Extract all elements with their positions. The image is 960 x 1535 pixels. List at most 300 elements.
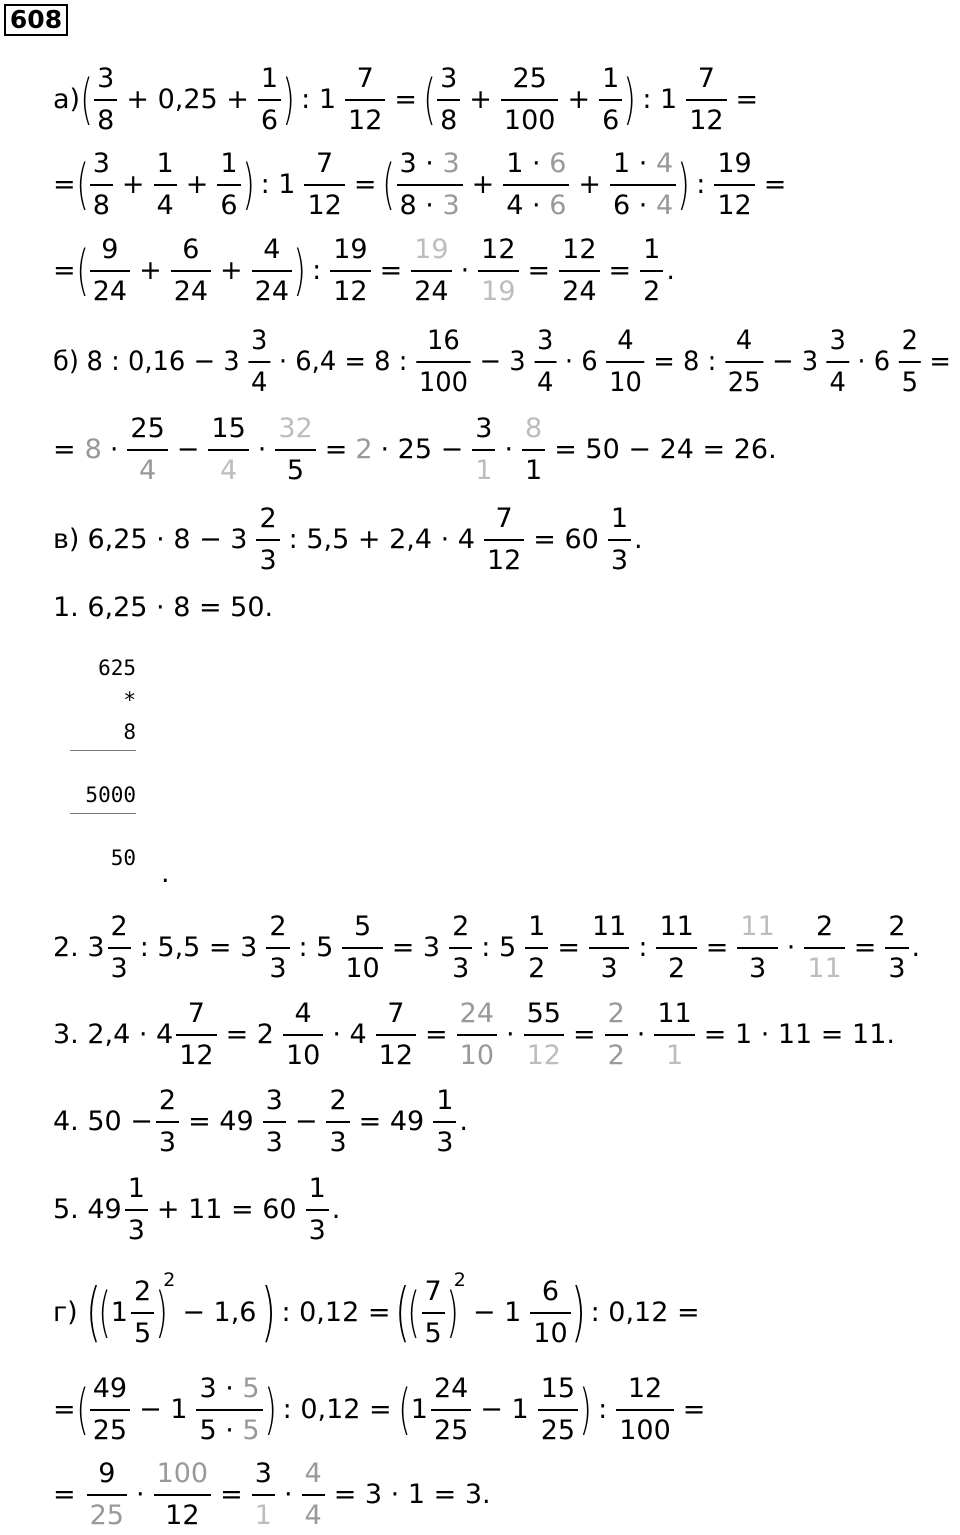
denominator: 1: [665, 1040, 684, 1071]
numerator: 1: [220, 148, 238, 179]
denominator: 12: [526, 1040, 561, 1071]
numerator: 9: [101, 234, 119, 265]
expression: = 3 · 1 = 3.: [333, 1479, 491, 1510]
denominator: 4: [138, 455, 157, 486]
fraction: [345, 59, 385, 141]
period: .: [666, 255, 675, 286]
numerator: 7: [387, 998, 405, 1029]
expression: = 3: [391, 932, 441, 963]
operator: +: [578, 169, 602, 200]
part-c-step-4: [52, 1082, 469, 1162]
denominator: 5: [424, 1318, 442, 1349]
operator: =: [929, 346, 951, 377]
denominator: 2: [528, 953, 546, 984]
fraction: [154, 144, 177, 226]
exponent: 2: [453, 1269, 466, 1291]
numerator: 4: [735, 325, 753, 356]
numerator: 24: [459, 998, 495, 1029]
paren-open: (: [407, 1281, 421, 1344]
numerator: 2: [269, 911, 287, 942]
denominator: 25: [89, 1500, 124, 1531]
numerator: 4: [294, 998, 312, 1029]
paren-open: (: [85, 1276, 101, 1350]
fraction: [534, 321, 556, 403]
denominator: 5: [286, 455, 305, 486]
operator: ·: [257, 434, 267, 465]
expression: : 5: [481, 932, 517, 963]
fraction: [156, 1081, 179, 1163]
denominator: 10: [345, 953, 380, 984]
denominator: 4: [251, 367, 268, 398]
numerator: 19: [414, 234, 449, 265]
operator: : 1: [260, 169, 296, 200]
operator: =: [324, 434, 348, 465]
fraction: [108, 907, 131, 989]
fraction: [640, 230, 663, 312]
denominator: 12: [307, 190, 342, 221]
denominator: 5: [901, 367, 918, 398]
numerator: 3: [475, 413, 493, 444]
fraction: [208, 409, 248, 491]
period: .: [331, 1194, 341, 1225]
fraction: [599, 59, 622, 141]
denominator: 3: [259, 545, 277, 576]
expression: − 1,6: [182, 1297, 257, 1328]
part-c-step-2: [52, 908, 921, 988]
fraction: [252, 230, 292, 312]
expression: 5. 49: [53, 1194, 122, 1225]
fraction: [725, 321, 763, 403]
numerator: 11: [657, 998, 692, 1029]
denominator: 10: [533, 1318, 568, 1349]
fraction: [397, 144, 463, 226]
denominator: 3: [610, 545, 629, 576]
part-d-line-1: [52, 1268, 707, 1358]
paren-close: ): [623, 68, 637, 131]
operator: =: [705, 932, 729, 963]
operator: +: [567, 84, 591, 115]
paren-close: ): [677, 153, 691, 216]
expression: : 0,12 =: [282, 1394, 392, 1425]
denominator: 12: [165, 1500, 200, 1531]
operator: =: [853, 932, 877, 963]
numerator: 1: [602, 63, 620, 94]
fraction: [714, 144, 754, 226]
part-a-line-2: [52, 145, 793, 225]
numerator: 24: [433, 1373, 469, 1404]
fraction: [283, 994, 323, 1076]
part-a-line-3: [52, 231, 676, 311]
fraction: [522, 409, 545, 491]
denominator: 3: [308, 1215, 326, 1246]
fraction: [885, 907, 908, 989]
paren-close: ): [293, 239, 306, 302]
numerator: 1: [260, 63, 279, 94]
expression: − 3: [771, 346, 819, 377]
paren-close: ): [155, 1281, 169, 1344]
paren-close: ): [261, 1276, 277, 1350]
numerator: 12: [562, 234, 597, 265]
whole-part: 1: [110, 1297, 128, 1328]
numerator: 19: [333, 234, 368, 265]
fraction: [433, 1081, 456, 1163]
numerator: 7: [316, 148, 334, 179]
period: .: [911, 932, 921, 963]
fraction: [530, 1272, 570, 1354]
part-d-line-2: [52, 1370, 712, 1450]
fraction: [90, 144, 113, 226]
result: 50: [110, 846, 136, 870]
numerator: 25: [130, 413, 165, 444]
fraction: [656, 907, 696, 989]
operator: + 0,25 +: [126, 84, 249, 115]
numerator: 3: [97, 63, 115, 94]
numerator: 4: [263, 234, 281, 265]
denominator: 10: [609, 367, 642, 398]
numerator: 1 · 4: [613, 148, 674, 179]
denominator: 3: [436, 1127, 454, 1158]
numerator: 2: [901, 325, 918, 356]
denominator: 1: [475, 455, 493, 486]
multiplier: 8: [123, 720, 136, 744]
fraction: [610, 144, 676, 226]
part-c-step-3: [52, 995, 902, 1075]
operator: =: [682, 1394, 706, 1425]
fraction: [416, 321, 471, 403]
paren-close: ): [579, 1378, 592, 1441]
numerator: 2: [110, 911, 128, 942]
denominator: 8: [440, 105, 458, 136]
numerator: 7: [495, 503, 513, 534]
denominator: 12: [717, 190, 752, 221]
operator: =: [53, 1394, 76, 1425]
denominator: 5: [133, 1318, 152, 1349]
expression: · 6: [857, 346, 891, 377]
numerator: 16: [427, 325, 460, 356]
operator: ·: [504, 434, 514, 465]
expression: − 3: [479, 346, 526, 377]
expression: − 1: [480, 1394, 529, 1425]
operator: +: [471, 169, 495, 200]
operator: +: [121, 169, 145, 200]
fraction: [90, 1369, 130, 1451]
paren-open: (: [75, 239, 89, 302]
expression: · 6: [564, 346, 598, 377]
exponent: 2: [163, 1269, 176, 1291]
numerator: 19: [717, 148, 752, 179]
paren-close: ): [445, 1281, 459, 1344]
problem-number-badge: 608: [4, 4, 68, 36]
fraction: [501, 59, 559, 141]
whole-part: 1: [410, 1394, 428, 1425]
denominator: 12: [486, 545, 522, 576]
part-c-step-5: [52, 1170, 341, 1250]
denominator: 24: [254, 276, 290, 307]
paren-open: (: [97, 1281, 111, 1344]
paren-close: ): [241, 153, 255, 216]
operator: =: [763, 169, 787, 200]
denominator: 3: [888, 953, 906, 984]
operator: ·: [109, 434, 119, 465]
operator: :: [696, 169, 706, 200]
operator: −: [176, 434, 200, 465]
denominator: 6: [602, 105, 620, 136]
fraction: [431, 1369, 471, 1451]
numerator: 7: [424, 1276, 442, 1307]
fraction: [804, 907, 844, 989]
numerator: 2: [158, 1085, 177, 1116]
fraction: [827, 321, 849, 403]
denominator: 12: [348, 105, 383, 136]
denominator: 12: [378, 1040, 414, 1071]
fraction: [478, 230, 518, 312]
expression: = 2: [225, 1019, 274, 1050]
denominator: 6: [220, 190, 238, 221]
numerator: 32: [278, 413, 313, 444]
numerator: 2: [452, 911, 470, 942]
operator: :: [638, 932, 648, 963]
operator: =: [527, 255, 551, 286]
fraction: [606, 321, 644, 403]
expression: · 4: [332, 1019, 367, 1050]
fraction: [484, 499, 524, 581]
paren-open: (: [382, 153, 396, 216]
expression: = 49: [188, 1106, 254, 1137]
denominator: 24: [92, 276, 128, 307]
fraction: [90, 230, 130, 312]
cancelled-value: 2: [355, 434, 373, 465]
denominator: 12: [333, 276, 368, 307]
fraction: [449, 907, 472, 989]
part-d-line-3: [52, 1455, 498, 1535]
operator: =: [394, 84, 417, 115]
denominator: 10: [459, 1040, 495, 1071]
operator: =: [353, 169, 377, 200]
operator: +: [185, 169, 209, 200]
numerator: 12: [627, 1373, 663, 1404]
expression: − 1: [139, 1394, 188, 1425]
denominator: 12: [689, 105, 724, 136]
fraction: [608, 499, 631, 581]
period: .: [161, 858, 170, 889]
fraction: [422, 1272, 445, 1354]
denominator: 3: [329, 1127, 347, 1158]
denominator: 19: [481, 276, 516, 307]
fraction: [524, 994, 564, 1076]
fraction: [302, 1454, 325, 1535]
numerator: 3: [440, 63, 458, 94]
numerator: 4: [304, 1458, 322, 1489]
expression: : 5,5 = 3: [139, 932, 258, 963]
product: 5000: [85, 783, 136, 807]
fraction: [342, 907, 382, 989]
fraction: [252, 1454, 275, 1535]
fraction: [330, 230, 370, 312]
paren-close: ): [282, 68, 295, 131]
fraction: [176, 994, 216, 1076]
fraction: [217, 144, 240, 226]
denominator: 3: [158, 1127, 177, 1158]
operator: ·: [460, 255, 470, 286]
operator: : 1: [642, 84, 678, 115]
expression: 8 : 0,16 − 3: [86, 346, 240, 377]
denominator: 100: [418, 367, 469, 398]
denominator: 2: [607, 1040, 625, 1071]
numerator: 3 · 3: [399, 148, 460, 179]
operator: =: [557, 932, 580, 963]
fraction: [559, 230, 599, 312]
fraction: [737, 907, 777, 989]
fraction: [616, 1369, 674, 1451]
expression: + 11 = 60: [156, 1194, 297, 1225]
numerator: 11: [591, 911, 627, 942]
fraction: [376, 994, 416, 1076]
fraction: [472, 409, 495, 491]
fraction: [899, 321, 921, 403]
fraction: [256, 499, 279, 581]
denominator: 11: [807, 953, 842, 984]
part-b-label: б): [52, 346, 79, 377]
numerator: 7: [187, 998, 205, 1029]
period: .: [459, 1106, 468, 1137]
divider-line: [70, 813, 136, 814]
numerator: 100: [156, 1458, 209, 1489]
numerator: 2: [815, 911, 834, 942]
numerator: 5: [353, 911, 372, 942]
expression: − 1: [472, 1297, 522, 1328]
expression: 6,25 · 8 − 3: [87, 524, 248, 555]
expression: · 25 −: [380, 434, 464, 465]
denominator: 5 · 5: [199, 1415, 260, 1446]
operator: +: [220, 255, 243, 286]
part-d-label: г): [53, 1297, 78, 1328]
numerator: 1: [610, 503, 629, 534]
numerator: 8: [525, 413, 543, 444]
numerator: 3: [251, 325, 268, 356]
operator: +: [139, 255, 162, 286]
part-a-label: а): [53, 84, 81, 115]
operator: :: [312, 255, 322, 286]
denominator: 24: [562, 276, 597, 307]
fraction: [258, 59, 281, 141]
fraction: [94, 59, 117, 141]
fraction: [266, 907, 289, 989]
part-b-line-1: [52, 322, 958, 402]
fraction: [589, 907, 629, 989]
fraction: [125, 1169, 148, 1251]
denominator: 8: [97, 105, 115, 136]
fraction: [196, 1369, 262, 1451]
operator: +: [469, 84, 492, 115]
part-c-line-1: [52, 500, 644, 580]
expression: = 50 − 24 = 26.: [554, 434, 777, 465]
numerator: 11: [740, 911, 775, 942]
numerator: 3: [265, 1085, 283, 1116]
denominator: 3: [127, 1215, 145, 1246]
numerator: 4: [617, 325, 634, 356]
denominator: 24: [414, 276, 449, 307]
numerator: 25: [512, 63, 547, 94]
expression: : 0,12 =: [281, 1297, 391, 1328]
denominator: 24: [173, 276, 209, 307]
fraction: [525, 907, 548, 989]
denominator: 8 · 3: [399, 190, 460, 221]
period: .: [634, 524, 643, 555]
operator: ·: [786, 932, 796, 963]
fraction: [131, 1272, 154, 1354]
denominator: 100: [503, 105, 556, 136]
operator: ·: [135, 1479, 145, 1510]
operator: =: [735, 84, 759, 115]
fraction: [538, 1369, 578, 1451]
denominator: 3: [749, 953, 767, 984]
numerator: 2: [329, 1085, 347, 1116]
denominator: 3: [265, 1127, 283, 1158]
denominator: 25: [540, 1415, 576, 1446]
denominator: 2: [643, 276, 661, 307]
denominator: 25: [92, 1415, 128, 1446]
paren-close: ): [570, 1276, 586, 1350]
expression: 2. 3: [53, 932, 105, 963]
numerator: 15: [540, 1373, 576, 1404]
fraction: [275, 409, 315, 491]
numerator: 3: [537, 325, 554, 356]
numerator: 7: [697, 63, 715, 94]
paren-open: (: [395, 1276, 411, 1350]
fraction: [326, 1081, 349, 1163]
denominator: 100: [619, 1415, 671, 1446]
numerator: 2: [888, 911, 906, 942]
numerator: 1 · 6: [506, 148, 567, 179]
paren-close: ): [263, 1378, 277, 1441]
denominator: 6 · 4: [613, 190, 674, 221]
operator: =: [379, 255, 403, 286]
numerator: 3 · 5: [199, 1373, 260, 1404]
operator: :: [598, 1394, 608, 1425]
paren-open: (: [75, 1378, 89, 1441]
operator: =: [53, 1479, 76, 1510]
fraction: [127, 409, 167, 491]
fraction: [248, 321, 270, 403]
paren-open: (: [397, 1378, 411, 1441]
denominator: 4: [304, 1500, 322, 1531]
fraction: [686, 59, 726, 141]
cancelled-value: 8: [84, 434, 102, 465]
expression: : 0,12 =: [590, 1297, 700, 1328]
numerator: 3: [254, 1458, 272, 1489]
expression: = 1 · 11 = 11.: [703, 1019, 895, 1050]
fraction: [457, 994, 497, 1076]
part-c-label: в): [53, 524, 80, 555]
fraction: [171, 230, 211, 312]
numerator: 2: [259, 503, 277, 534]
expression: = 49: [358, 1106, 425, 1137]
denominator: 4: [156, 190, 174, 221]
expression: 3. 2,4 · 4: [53, 1019, 174, 1050]
paren-open: (: [80, 68, 93, 131]
operator: =: [425, 1019, 448, 1050]
fraction: [87, 1454, 127, 1535]
denominator: 25: [727, 367, 761, 398]
denominator: 4: [829, 367, 846, 398]
denominator: 3: [452, 953, 470, 984]
denominator: 2: [668, 953, 686, 984]
denominator: 10: [285, 1040, 321, 1071]
numerator: 1: [643, 234, 661, 265]
part-a-line-1: [52, 60, 765, 140]
part-c-step-1: [52, 592, 274, 624]
numerator: 1: [308, 1173, 326, 1204]
